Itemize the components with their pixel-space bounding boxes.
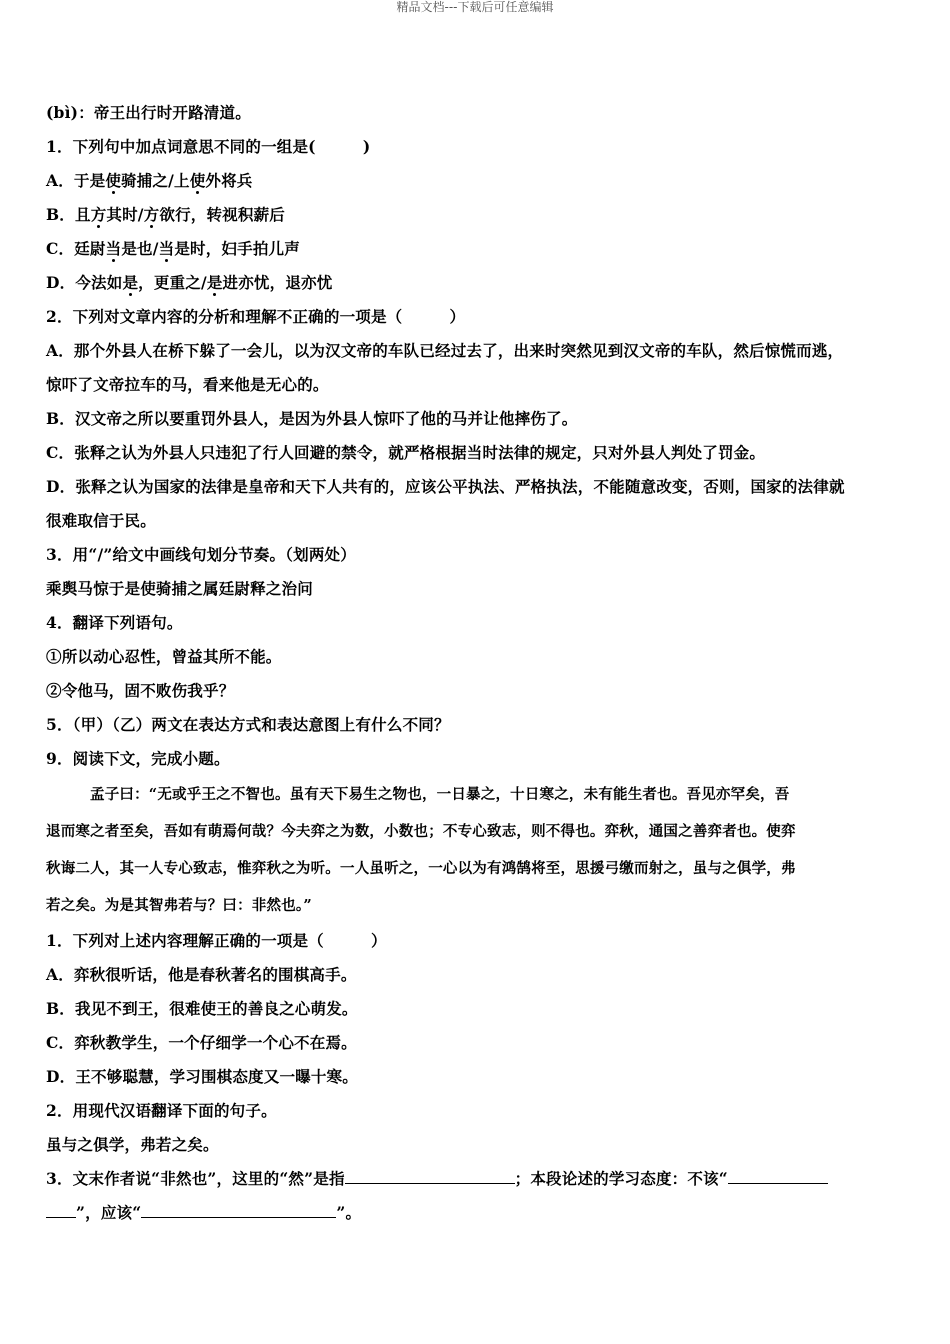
q1-option-c — [46, 232, 906, 266]
page-header: 精品文档---下载后可任意编辑 — [396, 0, 554, 14]
reading-passage — [46, 776, 906, 924]
text: 是时，妇手拍儿声 — [174, 239, 300, 258]
text: A．于是 — [46, 171, 106, 190]
dotted-word: 方 — [143, 205, 160, 224]
dotted-word: 使 — [105, 171, 122, 190]
s9-question-3-line2 — [46, 1196, 906, 1230]
q2-option-a-line1: A．那个外县人在桥下躲了一会儿，以为汉文帝的车队已经过去了，出来时突然见到汉文帝的车队，然后惊慌而逃， — [46, 341, 844, 360]
answer-blank[interactable] — [728, 1167, 828, 1184]
dotted-word: 当 — [158, 239, 175, 258]
answer-blank[interactable] — [345, 1167, 515, 1184]
passage-line: 若之矣。为是其智弗若与？曰：非然也。” — [46, 897, 312, 914]
text: ，更重之/ — [138, 273, 207, 292]
s9-q1-option-d: D．王不够聪慧，学习围棋态度又一曝十寒。 — [46, 1067, 358, 1086]
dotted-word: 是 — [122, 273, 139, 292]
s9-q1-option-c: C．弈秋教学生，一个仔细学一个心不在焉。 — [46, 1033, 357, 1052]
text: B．且 — [46, 205, 91, 224]
q2-option-a-line2: 惊吓了文帝拉车的马，看来他是无心的。 — [46, 375, 329, 394]
text: 是也/ — [121, 239, 159, 258]
s9-q1-option-b: B．我见不到王，很难使王的善良之心萌发。 — [46, 999, 358, 1018]
q1-option-d — [46, 266, 906, 300]
q2-option-d-line1: D．张释之认为国家的法律是皇帝和天下人共有的，应该公平执法、严格执法，不能随意改变，否则，国家的法律就 — [46, 477, 845, 496]
text: 孟子曰：“无或乎王之不智也。虽有天下易生之物也，一日暴之，十日寒之，未有能生者也。吾见亦罕矣，吾 — [90, 786, 790, 803]
q1-option-b — [46, 198, 906, 232]
answer-blank[interactable] — [46, 1201, 76, 1218]
section-9-title: 9．阅读下文，完成小题。 — [46, 749, 230, 768]
text: C．廷尉 — [46, 239, 106, 258]
s9-question-3-line1 — [46, 1162, 906, 1196]
question-5-stem: 5．（甲）（乙）两文在表达方式和表达意图上有什么不同？ — [46, 715, 450, 734]
s9-question-1-stem: 1．下列对上述内容理解正确的一项是（ ） — [46, 931, 387, 950]
q4-sentence-1: ①所以动心忍性，曾益其所不能。 — [46, 647, 282, 666]
q2-option-b: B．汉文帝之所以要重罚外县人，是因为外县人惊吓了他的马并让他摔伤了。 — [46, 409, 578, 428]
answer-blank[interactable] — [141, 1201, 336, 1218]
q4-sentence-2: ②令他马，固不败伤我乎？ — [46, 681, 235, 700]
s9-q2-sentence: 虽与之俱学，弗若之矣。 — [46, 1135, 219, 1154]
passage-line: 退而寒之者至矣，吾如有萌焉何哉？今夫弈之为数，小数也；不专心致志，则不得也。弈秋，通国之善弈者也。使弈 — [46, 823, 796, 840]
dotted-word: 使 — [189, 171, 206, 190]
text: 欲行，转视积薪后 — [159, 205, 285, 224]
q3-sentence: 乘舆马惊于是使骑捕之属廷尉释之治问 — [46, 579, 313, 598]
dotted-word: 是 — [206, 273, 223, 292]
text: ”。 — [336, 1203, 362, 1222]
dotted-word: 当 — [105, 239, 122, 258]
passage-line — [46, 776, 906, 813]
question-3-stem: 3．用“/”给文中画线句划分节奏。（划两处） — [46, 545, 356, 564]
text: 其时/ — [106, 205, 144, 224]
question-2-stem: 2．下列对文章内容的分析和理解不正确的一项是（ ） — [46, 307, 466, 326]
s9-question-2-stem: 2．用现代汉语翻译下面的句子。 — [46, 1101, 277, 1120]
text: 3．文末作者说“非然也”，这里的“然”是指 — [46, 1169, 345, 1188]
text: D．今法如 — [46, 273, 123, 292]
text: ；本段论述的学习态度：不该“ — [514, 1169, 728, 1188]
q2-option-c: C．张释之认为外县人只违犯了行人回避的禁令，就严格根据当时法律的规定，只对外县人判处了罚金。 — [46, 443, 766, 462]
q2-option-d-line2: 很难取信于民。 — [46, 511, 156, 530]
text: 骑捕之/上 — [121, 171, 190, 190]
passage-line: 秋诲二人，其一人专心致志，惟弈秋之为听。一人虽听之，一心以为有鸿鹄将至，思援弓缴而射之，虽与之俱学，弗 — [46, 860, 796, 877]
dotted-word: 方 — [90, 205, 107, 224]
question-4-stem: 4．翻译下列语句。 — [46, 613, 183, 632]
s9-q1-option-a: A．弈秋很听话，他是春秋著名的围棋高手。 — [46, 965, 357, 984]
text: 外将兵 — [205, 171, 253, 190]
text: ”，应该“ — [76, 1203, 142, 1222]
question-1-stem: 1．下列句中加点词意思不同的一组是( ) — [46, 137, 371, 156]
annotation-line: (bì)：帝王出行时开路清道。 — [46, 103, 251, 122]
text: 进亦忧，退亦忧 — [222, 273, 333, 292]
document-body — [46, 96, 906, 1230]
q1-option-a — [46, 164, 906, 198]
